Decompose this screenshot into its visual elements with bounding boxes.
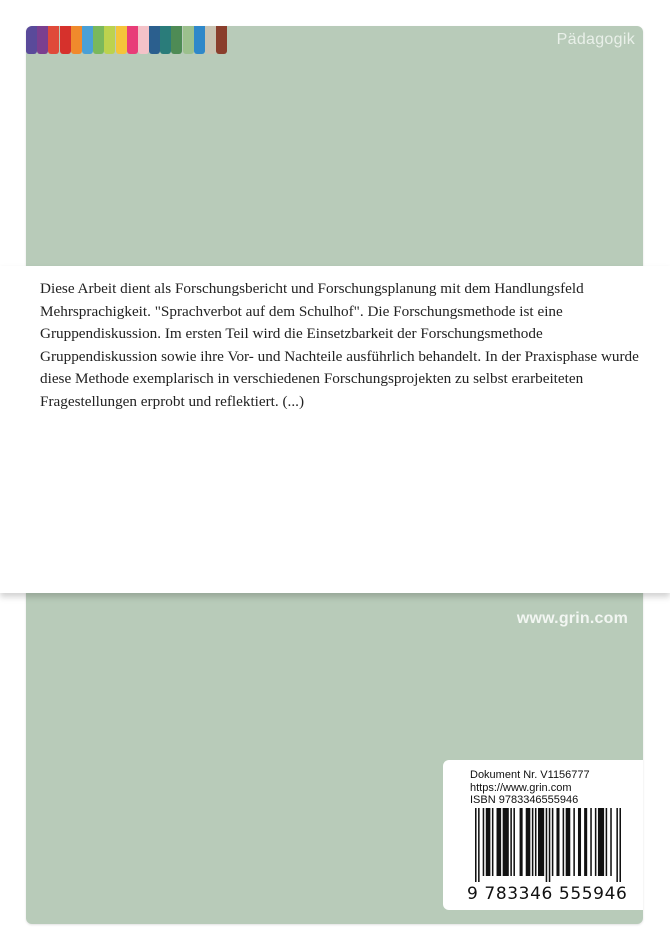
barcode-bar: [556, 808, 559, 876]
blurb-text: Diese Arbeit dient als Forschungsbericht und Forschungsplanung mit dem Handlungsfeld Mehrsprachigkeit. "Sprachverbot auf dem Schulhof". Die Forschungsmethode ist eine Gruppendiskussion. Im ersten Teil wird die Einsetzbarkeit der Forschungsmethode Gruppendiskussion sowie ihre Vor- und Nachteile ausführlich behandelt. In der Praxisphase wurde diese Methode exemplarisch in verschiedenen Forschungsprojekten zu selbst erarbeiteten Fragestellungen erprobt und reflektiert. (...): [40, 280, 639, 410]
barcode-bar: [595, 808, 597, 876]
barcode-bar: [475, 808, 477, 882]
color-tab: [194, 26, 205, 54]
barcode-bar: [483, 808, 485, 876]
barcode-bar: [566, 808, 571, 876]
color-tab: [127, 26, 138, 54]
barcode-bar: [598, 808, 604, 876]
barcode-bar: [520, 808, 523, 876]
color-tab: [26, 26, 37, 54]
color-tab: [149, 26, 160, 54]
barcode-panel: [443, 760, 643, 910]
color-tab-strip: [26, 26, 262, 54]
color-tab: [71, 26, 82, 54]
barcode-bar: [590, 808, 592, 876]
color-tab: [116, 26, 127, 54]
color-tab: [160, 26, 171, 54]
barcode-bar: [610, 808, 612, 876]
barcode-bar: [513, 808, 515, 876]
color-tab: [60, 26, 71, 54]
barcode-graphic: [475, 808, 621, 882]
barcode-bar: [616, 808, 618, 882]
color-tab: [171, 26, 182, 54]
document-meta: [470, 769, 590, 807]
color-tab: [48, 26, 59, 54]
barcode-bar: [563, 808, 565, 876]
barcode-bar: [510, 808, 512, 876]
barcode-digits: 9 783346 555946: [467, 884, 628, 904]
barcode-bar: [497, 808, 502, 876]
barcode-bar: [546, 808, 548, 882]
color-tab: [216, 26, 227, 54]
barcode-bar: [573, 808, 575, 876]
barcode-bar: [478, 808, 480, 882]
barcode-bar: [492, 808, 494, 876]
barcode-bar: [584, 808, 587, 876]
category-label: Pädagogik: [556, 31, 635, 48]
barcode-bar: [606, 808, 608, 876]
color-tab: [82, 26, 93, 54]
color-tab: [205, 26, 216, 54]
isbn-line: ISBN 9783346555946: [470, 794, 579, 806]
barcode-bar: [535, 808, 537, 876]
barcode-bar: [503, 808, 509, 876]
color-tab: [138, 26, 149, 54]
document-url: https://www.grin.com: [470, 781, 572, 794]
color-tab: [37, 26, 48, 54]
barcode-bar: [549, 808, 551, 882]
barcode-bar: [552, 808, 554, 876]
barcode-bar: [538, 808, 544, 876]
color-tab: [104, 26, 115, 54]
barcode-bar: [532, 808, 534, 876]
barcode-bar: [526, 808, 531, 876]
document-number: Dokument Nr. V1156777: [470, 769, 590, 781]
barcode-bar: [486, 808, 491, 876]
color-tab: [93, 26, 104, 54]
barcode-bar: [578, 808, 581, 876]
website-label: www.grin.com: [516, 610, 628, 627]
barcode-bar: [619, 808, 621, 882]
color-tab: [183, 26, 194, 54]
